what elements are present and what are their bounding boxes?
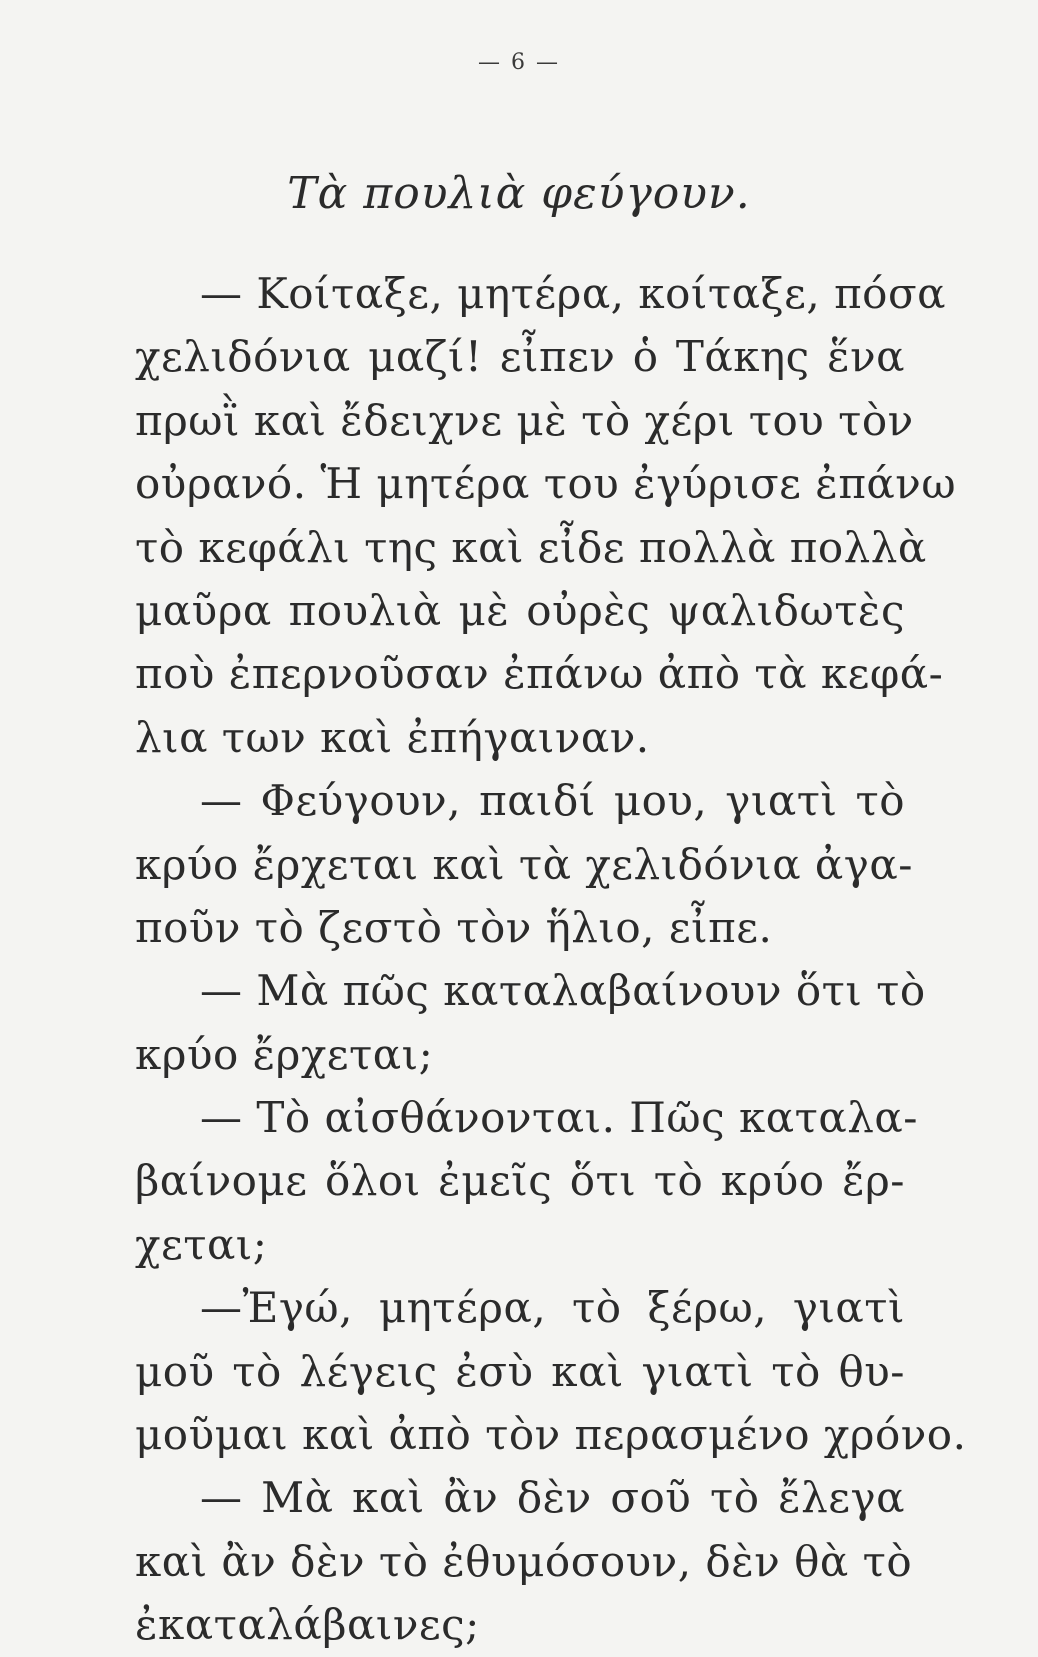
text-line: ποὺ ἐπερνοῦσαν ἐπάνω ἀπὸ τὰ κεφά-: [135, 649, 944, 699]
text-line: μοῦ τὸ λέγεις ἐσὺ καὶ γιατὶ τὸ θυ-: [135, 1346, 905, 1396]
page-number: — 6 —: [478, 50, 560, 75]
text-line: — Κοίταξε, μητέρα, κοίταξε, πόσα: [200, 269, 946, 318]
text-line: — Μὰ πῶς καταλαβαίνουν ὅτι τὸ: [200, 966, 926, 1016]
chapter-title: Τὰ πουλιὰ φεύγουν.: [287, 168, 751, 219]
text-line: ἐκαταλάβαινες;: [135, 1600, 480, 1650]
text-line: μοῦμαι καὶ ἀπὸ τὸν περασμένο χρόνο.: [135, 1410, 967, 1460]
text-line: οὐρανό. Ἡ μητέρα του ἐγύρισε ἐπάνω: [135, 459, 957, 509]
text-line: χεται;: [135, 1219, 268, 1269]
text-line: —Ἐγώ, μητέρα, τὸ ξέρω, γιατὶ: [200, 1283, 905, 1333]
text-line: τὸ κεφάλι της καὶ εἶδε πολλὰ πολλὰ: [135, 522, 927, 572]
text-line: καὶ ἂν δὲν τὸ ἐθυμόσουν, δὲν θὰ τὸ: [135, 1536, 913, 1586]
text-line: — Μὰ καὶ ἂν δὲν σοῦ τὸ ἔλεγα: [200, 1473, 905, 1523]
text-line: ποῦν τὸ ζεστὸ τὸν ἥλιο, εἶπε.: [135, 902, 773, 952]
text-line: — Φεύγουν, παιδί μου, γιατὶ τὸ: [200, 776, 905, 826]
text-line: κρύο ἔρχεται;: [135, 1029, 434, 1079]
body-text: [135, 262, 967, 1657]
text-line: μαῦρα πουλιὰ μὲ οὐρὲς ψαλιδωτὲς: [135, 585, 905, 635]
text-line: πρωῒ καὶ ἔδειχνε μὲ τὸ χέρι του τὸν: [135, 395, 914, 445]
text-line: — Τὸ αἰσθάνονται. Πῶς καταλα-: [200, 1093, 918, 1143]
text-line: λια των καὶ ἐπήγαιναν.: [135, 712, 650, 762]
text-line: βαίνομε ὅλοι ἐμεῖς ὅτι τὸ κρύο ἔρ-: [135, 1156, 905, 1206]
text-line: κρύο ἔρχεται καὶ τὰ χελιδόνια ἀγα-: [135, 839, 913, 889]
text-line: χελιδόνια μαζί! εἶπεν ὁ Τάκης ἕνα: [135, 332, 905, 382]
